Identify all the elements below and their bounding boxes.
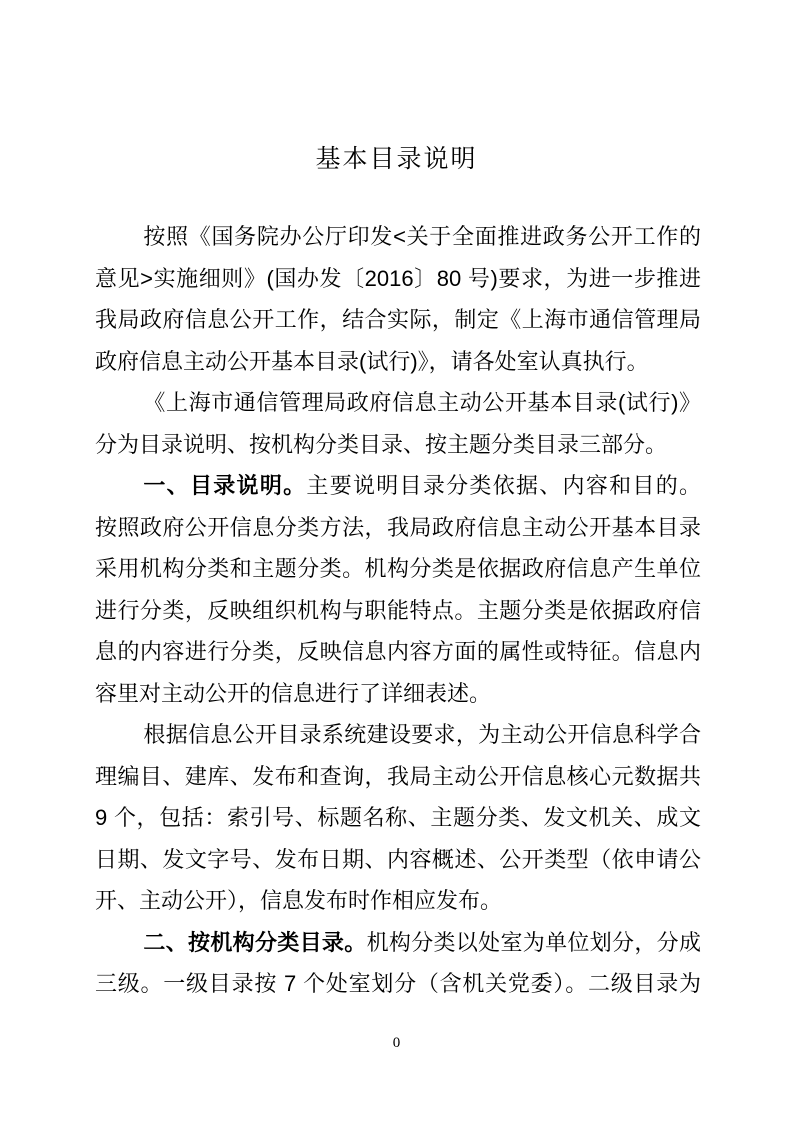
body-line: 进行分类，反映组织机构与职能特点。主题分类是依据政府信 <box>95 597 701 623</box>
section-heading: 一、目录说明。 <box>143 473 307 498</box>
body-line: 日期、发文字号、发布日期、内容概述、公开类型（依申请公 <box>95 846 701 872</box>
body-line <box>95 922 701 964</box>
body-line: 按照政府公开信息分类方法，我局政府信息主动公开基本目录 <box>95 514 701 540</box>
page-number: 0 <box>392 1035 401 1051</box>
body-line: 容里对主动公开的信息进行了详细表述。 <box>95 680 492 706</box>
body-line: 政府信息主动公开基本目录(试行)》，请各处室认真执行。 <box>95 348 649 374</box>
body-line: 采用机构分类和主题分类。机构分类是依据政府信息产生单位 <box>95 556 701 581</box>
body-line: 三级。一级目录按 7 个处室划分（含机关党委）。二级目录为 <box>95 971 701 996</box>
section-heading: 二、按机构分类目录。 <box>143 929 367 955</box>
body-line <box>95 465 701 507</box>
body-line: 按照《国务院办公厅印发<关于全面推进政务公开工作的 <box>143 224 701 249</box>
body-text-run: 主要说明目录分类依据、内容和目的。 <box>306 473 701 498</box>
body-line: 9 个，包括：索引号、标题名称、主题分类、发文机关、成文 <box>95 805 701 830</box>
body-line: 开、主动公开），信息发布时作相应发布。 <box>95 888 503 913</box>
body-line: 意见>实施细则》(国办发〔2016〕80 号)要求，为进一步推进 <box>95 265 701 291</box>
body-line: 根据信息公开目录系统建设要求，为主动公开信息科学合 <box>143 722 701 747</box>
body-line: 理编目、建库、发布和查询，我局主动公开信息核心元数据共 <box>95 763 701 789</box>
body-line: 我局政府信息公开工作，结合实际，制定《上海市通信管理局 <box>95 307 701 332</box>
document-title: 基本目录说明 <box>315 145 478 173</box>
document-body <box>95 216 701 1005</box>
body-text-run: 机构分类以处室为单位划分，分成 <box>366 929 701 955</box>
body-line: 分为目录说明、按机构分类目录、按主题分类目录三部分。 <box>95 431 668 457</box>
body-line: 《上海市通信管理局政府信息主动公开基本目录(试行)》 <box>143 390 701 415</box>
body-line: 息的内容进行分类，反映信息内容方面的属性或特征。信息内 <box>95 639 701 664</box>
